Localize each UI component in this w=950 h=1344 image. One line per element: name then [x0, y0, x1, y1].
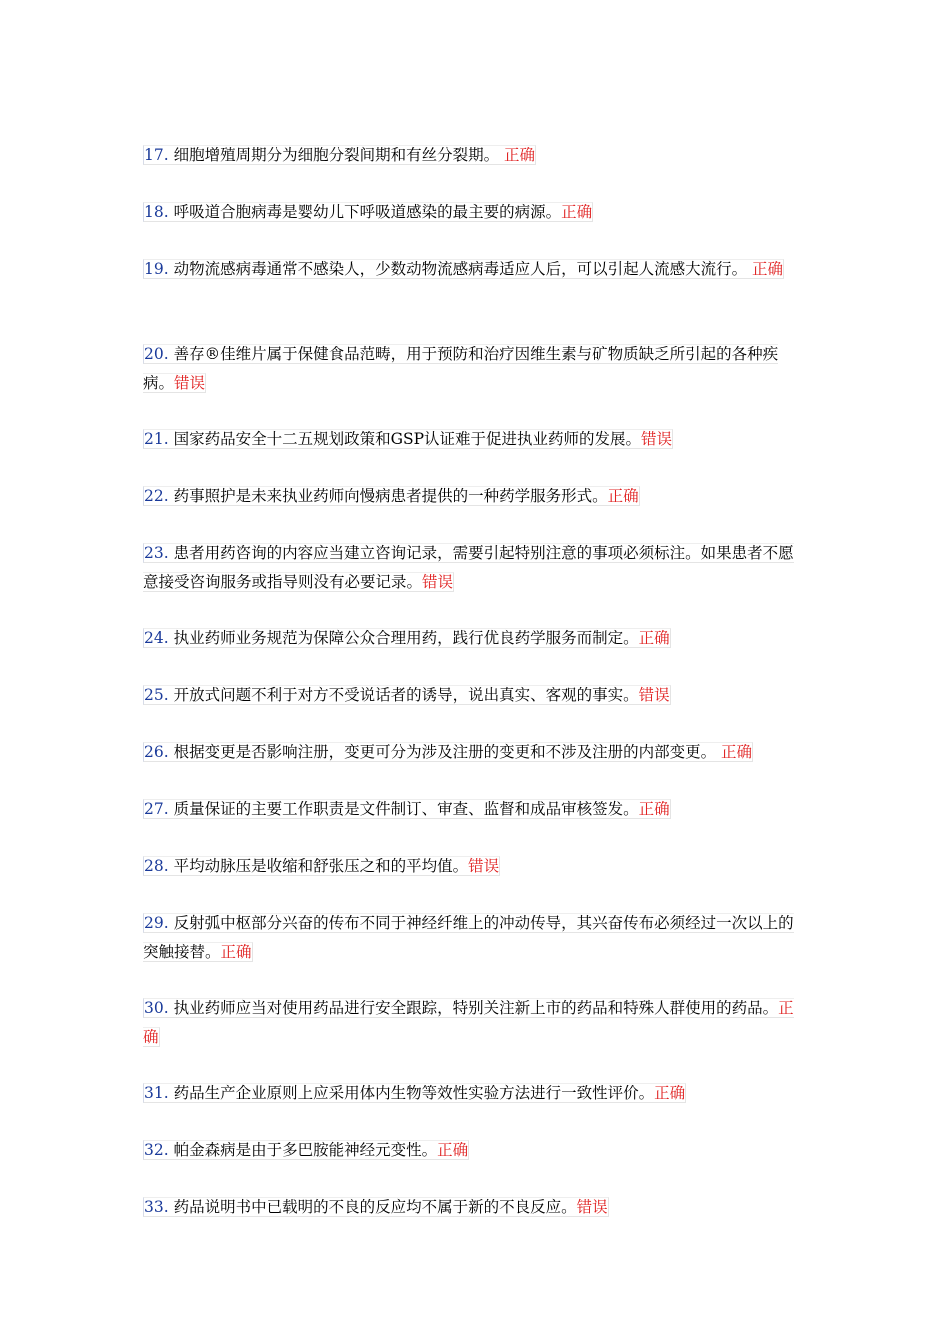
question-text: 反射弧中枢部分兴奋的传布不同于神经纤维上的冲动传导，其兴奋传布必须经过一次以上的突触接替。: [143, 914, 794, 961]
question-number: 21.: [144, 430, 169, 448]
question-item: [143, 141, 808, 170]
answer-label: 正确: [561, 203, 593, 221]
question-number: 17.: [144, 146, 169, 164]
question-text: 根据变更是否影响注册，变更可分为涉及注册的变更和不涉及注册的内部变更。: [173, 743, 717, 761]
question-text: 药品说明书中已载明的不良的反应均不属于新的不良反应。: [173, 1198, 577, 1216]
question-item: [143, 255, 808, 284]
question-text: 执业药师业务规范为保障公众合理用药，践行优良药学服务而制定。: [173, 629, 639, 647]
answer-label: 正确: [220, 942, 252, 961]
question-item: [143, 1193, 808, 1222]
question-item: [143, 1079, 808, 1108]
question-text: 国家药品安全十二五规划政策和GSP认证难于促进执业药师的发展。: [173, 430, 642, 448]
question-item: [143, 340, 808, 397]
question-item: [143, 909, 808, 966]
answer-label: 错误: [174, 373, 206, 392]
question-number: 23.: [144, 544, 169, 562]
answer-label: 正确: [638, 800, 670, 818]
question-item: [143, 681, 808, 710]
question-number: 25.: [144, 686, 169, 704]
answer-label: 错误: [468, 857, 500, 875]
question-text: 呼吸道合胞病毒是婴幼儿下呼吸道感染的最主要的病源。: [173, 203, 562, 221]
question-text: 平均动脉压是收缩和舒张压之和的平均值。: [173, 857, 469, 875]
question-text: 执业药师应当对使用药品进行安全跟踪，特别关注新上市的药品和特殊人群使用的药品。: [173, 999, 779, 1017]
answer-label: 正确: [721, 743, 753, 761]
question-text: 善存®佳维片属于保健食品范畴，用于预防和治疗因维生素与矿物质缺乏所引起的各种疾病。: [143, 345, 779, 392]
answer-label: 正确: [143, 999, 794, 1046]
question-number: 26.: [144, 743, 169, 761]
answer-label: 错误: [422, 572, 454, 591]
question-text: 药事照护是未来执业药师向慢病患者提供的一种药学服务形式。: [173, 487, 608, 505]
question-number: 22.: [144, 487, 169, 505]
question-number: 19.: [144, 260, 169, 278]
answer-label: 正确: [504, 146, 536, 164]
question-number: 28.: [144, 857, 169, 875]
question-text: 质量保证的主要工作职责是文件制订、审查、监督和成品审核签发。: [173, 800, 639, 818]
question-text: 开放式问题不利于对方不受说话者的诱导，说出真实、客观的事实。: [173, 686, 639, 704]
answer-label: 正确: [654, 1084, 686, 1102]
question-number: 27.: [144, 800, 169, 818]
question-item: [143, 738, 808, 767]
question-text: 动物流感病毒通常不感染人，少数动物流感病毒适应人后，可以引起人流感大流行。: [173, 260, 748, 278]
answer-label: 正确: [437, 1141, 469, 1159]
question-number: 24.: [144, 629, 169, 647]
question-item: [143, 539, 808, 596]
question-item: [143, 482, 808, 511]
question-item: [143, 198, 808, 227]
question-text: 细胞增殖周期分为细胞分裂间期和有丝分裂期。: [173, 146, 500, 164]
question-text: 药品生产企业原则上应采用体内生物等效性实验方法进行一致性评价。: [173, 1084, 655, 1102]
question-item: [143, 1136, 808, 1165]
question-number: 18.: [144, 203, 169, 221]
question-text: 患者用药咨询的内容应当建立咨询记录，需要引起特别注意的事项必须标注。如果患者不愿意接受咨询服务或指导则没有必要记录。: [143, 544, 794, 591]
question-number: 20.: [144, 345, 169, 363]
answer-label: 错误: [576, 1198, 608, 1216]
answer-label: 正确: [638, 629, 670, 647]
question-number: 30.: [144, 999, 169, 1017]
answer-label: 正确: [607, 487, 639, 505]
question-item: [143, 624, 808, 653]
answer-label: 错误: [638, 686, 670, 704]
question-item: [143, 795, 808, 824]
answer-label: 正确: [752, 260, 784, 278]
question-number: 32.: [144, 1141, 169, 1159]
question-item: [143, 852, 808, 881]
question-text: 帕金森病是由于多巴胺能神经元变性。: [173, 1141, 438, 1159]
question-number: 33.: [144, 1198, 169, 1216]
question-item: [143, 425, 808, 454]
question-number: 31.: [144, 1084, 169, 1102]
answer-label: 错误: [641, 430, 673, 448]
question-number: 29.: [144, 914, 169, 932]
question-item: [143, 994, 808, 1051]
